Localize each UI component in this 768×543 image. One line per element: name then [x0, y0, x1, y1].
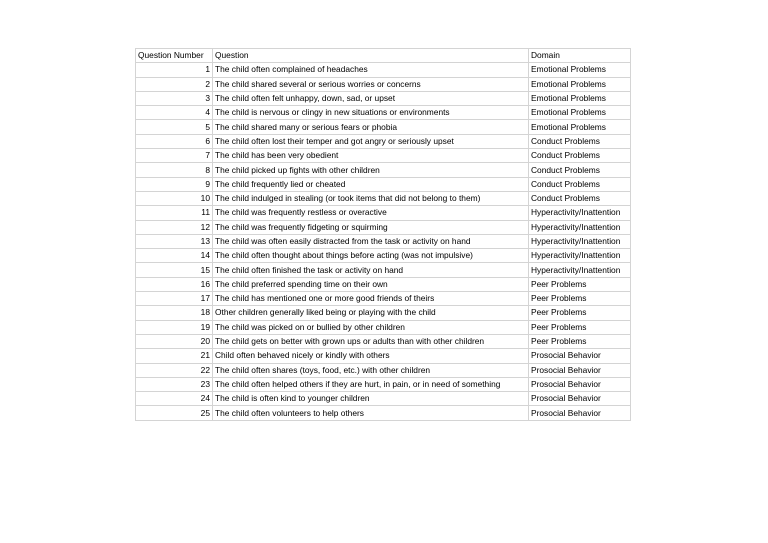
table-row — [136, 277, 631, 291]
table-row — [136, 106, 631, 120]
question-number-cell[interactable]: 6 — [136, 134, 213, 148]
question-number-cell[interactable]: 4 — [136, 106, 213, 120]
domain-cell[interactable]: Conduct Problems — [529, 149, 631, 163]
question-number-cell[interactable]: 10 — [136, 191, 213, 205]
question-text-cell[interactable]: The child is nervous or clingy in new situations or environments — [213, 106, 529, 120]
question-text-cell[interactable]: The child picked up fights with other children — [213, 163, 529, 177]
table-row — [136, 149, 631, 163]
question-text-cell[interactable]: The child often lost their temper and got angry or seriously upset — [213, 134, 529, 148]
table-row — [136, 263, 631, 277]
question-number-cell[interactable]: 9 — [136, 177, 213, 191]
header-domain[interactable]: Domain — [529, 49, 631, 63]
question-number-cell[interactable]: 21 — [136, 349, 213, 363]
domain-cell[interactable]: Peer Problems — [529, 320, 631, 334]
domain-cell[interactable]: Prosocial Behavior — [529, 392, 631, 406]
question-number-cell[interactable]: 17 — [136, 292, 213, 306]
question-text-cell[interactable]: The child frequently lied or cheated — [213, 177, 529, 191]
domain-cell[interactable]: Peer Problems — [529, 306, 631, 320]
header-question[interactable]: Question — [213, 49, 529, 63]
domain-cell[interactable]: Emotional Problems — [529, 120, 631, 134]
question-number-cell[interactable]: 7 — [136, 149, 213, 163]
question-text-cell[interactable]: The child has mentioned one or more good friends of theirs — [213, 292, 529, 306]
table-row — [136, 320, 631, 334]
question-number-cell[interactable]: 8 — [136, 163, 213, 177]
table-row — [136, 177, 631, 191]
domain-cell[interactable]: Emotional Problems — [529, 91, 631, 105]
domain-cell[interactable]: Peer Problems — [529, 277, 631, 291]
table-row — [136, 392, 631, 406]
domain-cell[interactable]: Prosocial Behavior — [529, 349, 631, 363]
table-row — [136, 292, 631, 306]
spreadsheet-table-container — [135, 48, 631, 421]
question-number-cell[interactable]: 14 — [136, 249, 213, 263]
question-text-cell[interactable]: The child indulged in stealing (or took items that did not belong to them) — [213, 191, 529, 205]
table-row — [136, 163, 631, 177]
question-number-cell[interactable]: 2 — [136, 77, 213, 91]
domain-cell[interactable]: Hyperactivity/Inattention — [529, 263, 631, 277]
question-text-cell[interactable]: The child often finished the task or activity on hand — [213, 263, 529, 277]
question-text-cell[interactable]: The child often felt unhappy, down, sad, or upset — [213, 91, 529, 105]
question-text-cell[interactable]: Child often behaved nicely or kindly with others — [213, 349, 529, 363]
question-text-cell[interactable]: The child was often easily distracted from the task or activity on hand — [213, 234, 529, 248]
table-row — [136, 406, 631, 420]
table-row — [136, 306, 631, 320]
questionnaire-table — [135, 48, 631, 421]
question-text-cell[interactable]: The child often volunteers to help others — [213, 406, 529, 420]
question-number-cell[interactable]: 24 — [136, 392, 213, 406]
domain-cell[interactable]: Conduct Problems — [529, 191, 631, 205]
question-number-cell[interactable]: 5 — [136, 120, 213, 134]
table-row — [136, 249, 631, 263]
table-row — [136, 220, 631, 234]
domain-cell[interactable]: Prosocial Behavior — [529, 406, 631, 420]
table-row — [136, 63, 631, 77]
domain-cell[interactable]: Hyperactivity/Inattention — [529, 249, 631, 263]
question-number-cell[interactable]: 18 — [136, 306, 213, 320]
table-row — [136, 191, 631, 205]
table-row — [136, 363, 631, 377]
question-text-cell[interactable]: The child has been very obedient — [213, 149, 529, 163]
question-number-cell[interactable]: 3 — [136, 91, 213, 105]
table-row — [136, 91, 631, 105]
domain-cell[interactable]: Conduct Problems — [529, 134, 631, 148]
question-text-cell[interactable]: The child often shares (toys, food, etc.) with other children — [213, 363, 529, 377]
question-number-cell[interactable]: 13 — [136, 234, 213, 248]
table-row — [136, 349, 631, 363]
question-text-cell[interactable]: The child is often kind to younger children — [213, 392, 529, 406]
domain-cell[interactable]: Peer Problems — [529, 334, 631, 348]
domain-cell[interactable]: Hyperactivity/Inattention — [529, 234, 631, 248]
question-number-cell[interactable]: 19 — [136, 320, 213, 334]
table-row — [136, 77, 631, 91]
table-row — [136, 120, 631, 134]
header-question-number[interactable]: Question Number — [136, 49, 213, 63]
table-row — [136, 134, 631, 148]
domain-cell[interactable]: Conduct Problems — [529, 177, 631, 191]
table-row — [136, 377, 631, 391]
domain-cell[interactable]: Prosocial Behavior — [529, 377, 631, 391]
question-number-cell[interactable]: 22 — [136, 363, 213, 377]
question-text-cell[interactable]: The child was frequently fidgeting or squirming — [213, 220, 529, 234]
question-number-cell[interactable]: 16 — [136, 277, 213, 291]
header-row — [136, 49, 631, 63]
domain-cell[interactable]: Peer Problems — [529, 292, 631, 306]
table-body — [136, 63, 631, 420]
question-number-cell[interactable]: 11 — [136, 206, 213, 220]
question-text-cell[interactable]: The child often helped others if they are hurt, in pain, or in need of something — [213, 377, 529, 391]
question-text-cell[interactable]: The child shared many or serious fears or phobia — [213, 120, 529, 134]
table-row — [136, 206, 631, 220]
question-number-cell[interactable]: 1 — [136, 63, 213, 77]
question-number-cell[interactable]: 25 — [136, 406, 213, 420]
question-text-cell[interactable]: The child was frequently restless or overactive — [213, 206, 529, 220]
question-text-cell[interactable]: The child gets on better with grown ups or adults than with other children — [213, 334, 529, 348]
question-text-cell[interactable]: The child preferred spending time on their own — [213, 277, 529, 291]
table-row — [136, 234, 631, 248]
domain-cell[interactable]: Hyperactivity/Inattention — [529, 220, 631, 234]
question-number-cell[interactable]: 12 — [136, 220, 213, 234]
question-text-cell[interactable]: The child was picked on or bullied by other children — [213, 320, 529, 334]
question-text-cell[interactable]: Other children generally liked being or playing with the child — [213, 306, 529, 320]
domain-cell[interactable]: Emotional Problems — [529, 77, 631, 91]
question-text-cell[interactable]: The child often thought about things before acting (was not impulsive) — [213, 249, 529, 263]
question-number-cell[interactable]: 15 — [136, 263, 213, 277]
domain-cell[interactable]: Conduct Problems — [529, 163, 631, 177]
question-text-cell[interactable]: The child often complained of headaches — [213, 63, 529, 77]
domain-cell[interactable]: Emotional Problems — [529, 106, 631, 120]
domain-cell[interactable]: Emotional Problems — [529, 63, 631, 77]
question-number-cell[interactable]: 23 — [136, 377, 213, 391]
question-text-cell[interactable]: The child shared several or serious worries or concerns — [213, 77, 529, 91]
domain-cell[interactable]: Prosocial Behavior — [529, 363, 631, 377]
domain-cell[interactable]: Hyperactivity/Inattention — [529, 206, 631, 220]
table-row — [136, 334, 631, 348]
question-number-cell[interactable]: 20 — [136, 334, 213, 348]
